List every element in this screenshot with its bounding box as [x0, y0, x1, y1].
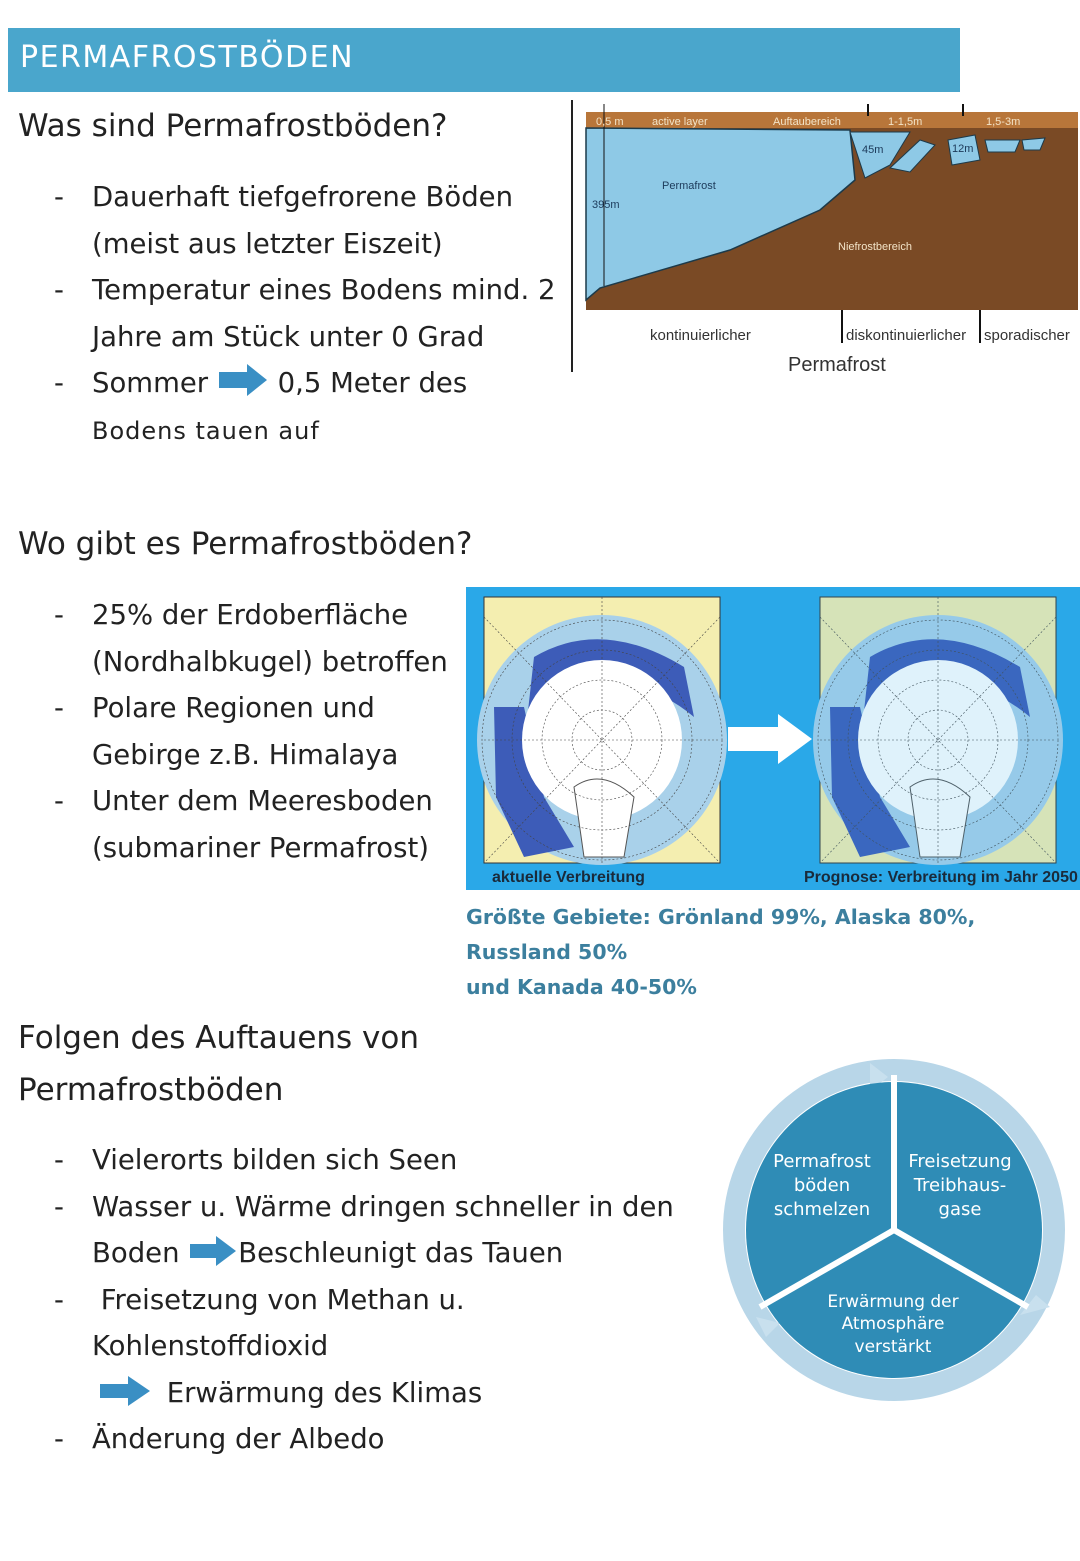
page-header — [8, 28, 960, 92]
feedback-cycle-diagram — [720, 1055, 1070, 1405]
bullet-text: Gebirge z.B. Himalaya — [92, 738, 399, 771]
bullet-text: (submariner Permafrost) — [92, 831, 429, 864]
list-item: - Sommer 0,5 Meter des Bodens tauen auf — [50, 360, 555, 454]
zone-label: diskontinuierlicher — [846, 327, 967, 344]
diagram-label: Permafrost — [662, 180, 716, 192]
bullet-text: 0,5 Meter des — [277, 367, 468, 399]
bullet-text: Freisetzung von Methan u. — [92, 1283, 465, 1316]
diagram-label: 45m — [862, 144, 884, 156]
cycle-text: schmelzen — [773, 1199, 871, 1220]
bullet-text: Polare Regionen und — [92, 692, 375, 724]
list-item: - Unter dem Meeresboden (submariner Permafrost) — [54, 785, 433, 864]
bullet-text: Sommer — [92, 367, 209, 399]
section-heading-where: Wo gibt es Permafrostböden? — [18, 526, 473, 562]
map-current — [477, 597, 727, 865]
section-heading-consequences — [18, 1012, 419, 1116]
cycle-text: böden — [793, 1175, 851, 1196]
bullet-text: Bodens tauen auf — [92, 416, 320, 445]
bullet-text: Erwärmung des Klimas — [166, 1376, 483, 1409]
bullet-text: Beschleunigt das Tauen — [238, 1237, 564, 1269]
cycle-text: verstärkt — [854, 1337, 932, 1357]
heading-line: Folgen des Auftauens von — [18, 1020, 420, 1056]
zone-label: kontinuierlicher — [650, 327, 751, 344]
bullet-text: Kohlenstoffdioxid — [92, 1330, 329, 1362]
list-item: - Temperatur eines Bodens mind. 2 Jahre am Stück unter 0 Grad — [54, 274, 556, 353]
right-arrow-icon — [98, 1374, 158, 1408]
map-label-current: aktuelle Verbreitung — [492, 869, 645, 886]
permafrost-profile-diagram — [580, 100, 1080, 380]
list-item: - Wasser u. Wärme dringen schneller in den Boden Beschleunigt das Tauen — [54, 1190, 674, 1269]
section-heading-what: Was sind Permafrostböden? — [18, 108, 448, 144]
bullet-text: Vielerorts bilden sich Seen — [92, 1144, 458, 1176]
diagram-label: 395m — [592, 199, 620, 211]
cycle-text: Freisetzung — [908, 1151, 1012, 1172]
diagram-label: 1,5-3m — [986, 116, 1021, 128]
list-item: - Polare Regionen und Gebirge z.B. Himalaya — [54, 692, 399, 771]
bullet-text: Boden — [92, 1237, 180, 1269]
bullet-text: (meist aus letzter Eiszeit) — [92, 227, 443, 260]
right-arrow-icon — [217, 362, 269, 398]
bullet-list-where — [50, 592, 448, 871]
bullet-text: (Nordhalbkugel) betroffen — [92, 645, 448, 678]
diagram-title: Permafrost — [788, 354, 886, 376]
cycle-text: Permafrost — [773, 1151, 871, 1172]
diagram-label: Auftaubereich — [773, 116, 841, 128]
heading-line: Permafrostböden — [18, 1072, 284, 1108]
diagram-label: active layer — [652, 116, 708, 128]
list-item: - Freisetzung von Methan u. Kohlenstoffdioxid Erwärmung des Klimas — [54, 1283, 483, 1409]
divider — [571, 100, 573, 372]
bullet-text: Dauerhaft tiefgefrorene Böden — [92, 181, 514, 213]
map-forecast — [813, 597, 1063, 865]
bullet-list-what — [50, 174, 555, 454]
diagram-label: Niefrostbereich — [838, 241, 912, 253]
diagram-label: 0,5 m — [596, 116, 624, 128]
diagram-label: 1-1,5m — [888, 116, 923, 128]
bullet-text: Wasser u. Wärme dringen schneller in den — [92, 1190, 674, 1223]
diagram-label: 12m — [952, 143, 974, 155]
cycle-text: Atmosphäre — [841, 1314, 945, 1334]
list-item: - Änderung der Albedo — [54, 1423, 385, 1455]
largest-areas-caption — [466, 900, 1080, 1005]
list-item: - 25% der Erdoberfläche (Nordhalbkugel) betroffen — [54, 599, 448, 678]
bullet-text: Unter dem Meeresboden — [92, 785, 433, 817]
bullet-list-consequences — [50, 1137, 674, 1463]
caption-line: und Kanada 40-50% — [466, 975, 697, 999]
bullet-text: Temperatur eines Bodens mind. 2 — [92, 274, 556, 306]
bullet-text: 25% der Erdoberfläche — [92, 599, 409, 631]
right-arrow-icon — [188, 1234, 238, 1268]
bullet-text: Änderung der Albedo — [92, 1423, 385, 1455]
permafrost-maps-figure — [466, 587, 1080, 890]
cycle-text: Treibhaus- — [913, 1175, 1007, 1196]
list-item: - Vielerorts bilden sich Seen — [54, 1144, 458, 1176]
caption-line: Größte Gebiete: Grönland 99%, Alaska 80%, Russland 50% — [466, 905, 976, 964]
page-title: PERMAFROSTBÖDEN — [20, 40, 355, 75]
map-label-forecast: Prognose: Verbreitung im Jahr 2050 — [804, 869, 1078, 886]
zone-label: sporadischer — [984, 327, 1070, 344]
cycle-text: gase — [938, 1199, 982, 1220]
list-item: - Dauerhaft tiefgefrorene Böden (meist aus letzter Eiszeit) — [54, 181, 514, 260]
bullet-text: Jahre am Stück unter 0 Grad — [92, 320, 485, 353]
cycle-text: Erwärmung der — [827, 1292, 959, 1312]
